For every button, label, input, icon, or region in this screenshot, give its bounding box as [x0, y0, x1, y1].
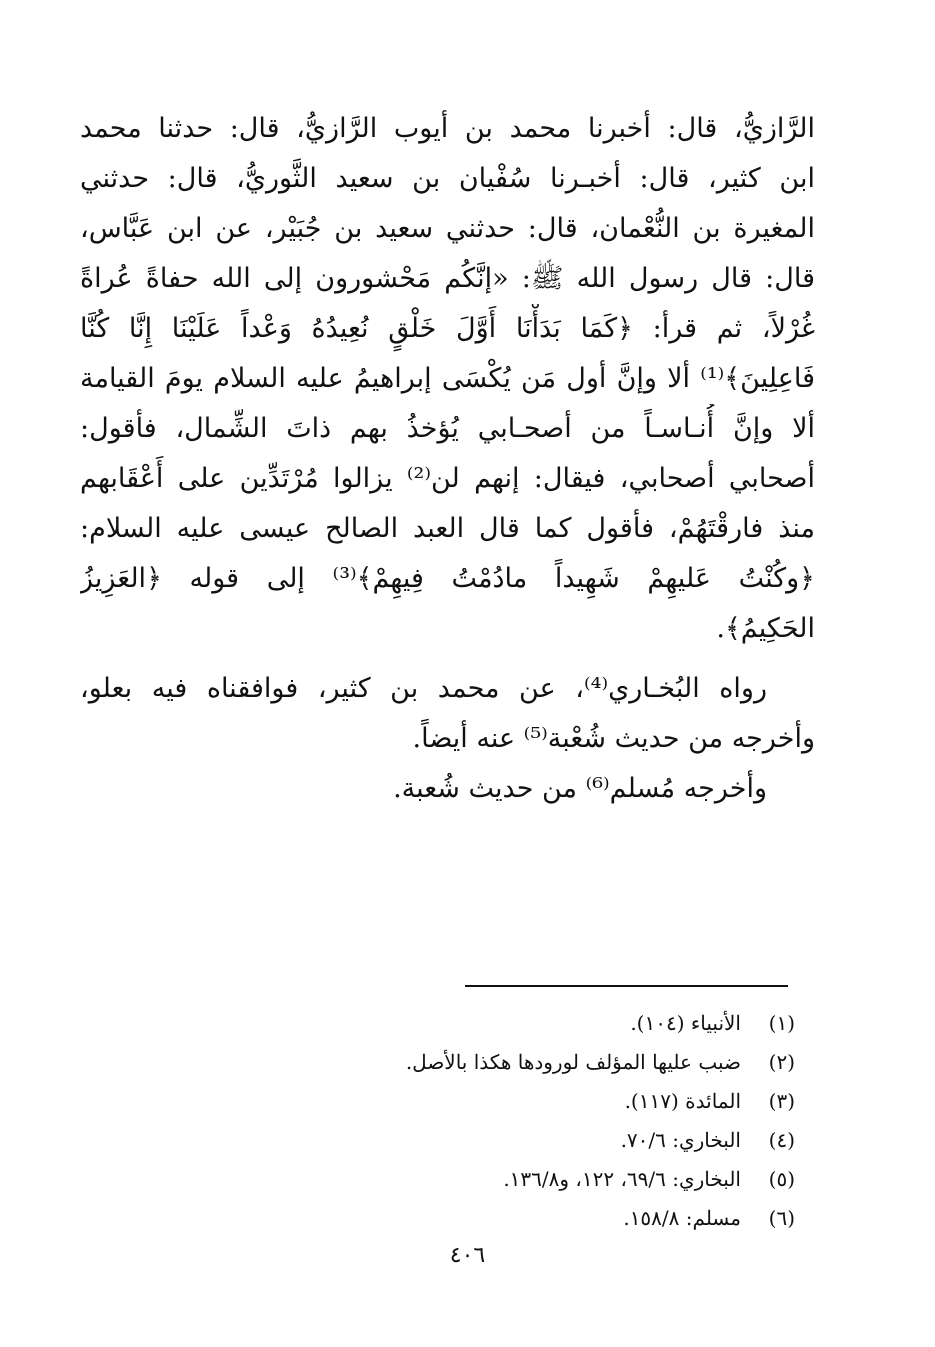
- footnotes: [200, 1004, 795, 1238]
- main-paragraph: [80, 104, 815, 654]
- footnote: [200, 1043, 795, 1082]
- footnote-number: (١): [768, 1011, 795, 1035]
- footnote-number: (٦): [768, 1206, 795, 1230]
- text-line: فَاعِلِينَ﴾⁽¹⁾ ألا وإنَّ أول مَن يُكْسَى إبراهيمُ عليه السلام يومَ القيامة: [80, 363, 815, 394]
- text-line: المغيرة بن النُّعْمان، قال: حدثني سعيد بن جُبَيْر، عن ابن عَبَّاس،: [80, 213, 815, 244]
- footnote-text: البخاري: ٧٠/٦.: [620, 1128, 741, 1152]
- footnote-number: (٤): [768, 1128, 795, 1152]
- text-line: أصحابي أصحابي، فيقال: إنهم لن⁽²⁾ يزالوا مُرْتَدِّين على أَعْقَابهم: [80, 463, 815, 494]
- text-line: رواه البُخـاري⁽⁴⁾، عن محمد بن كثير، فوافقناه فيه بعلو،: [80, 673, 767, 704]
- footnote-text: ضبب عليها المؤلف لورودها هكذا بالأصل.: [405, 1050, 741, 1074]
- second-paragraph: [80, 664, 815, 814]
- text-line: ﴿وكُنْتُ عَليهِمْ شَهِيداً مادُمْتُ فِيهِمْ﴾⁽³⁾ إلى قوله ﴿العَزِيزُ: [80, 563, 815, 594]
- page-number: ٤٠٦: [449, 1243, 486, 1268]
- text-line: الحَكِيمُ﴾.: [716, 613, 815, 644]
- footnote: [200, 1199, 795, 1238]
- text-line: وأخرجه مُسلم⁽⁶⁾ من حديث شُعبة.: [393, 773, 767, 804]
- footnote-number: (٢): [768, 1050, 795, 1074]
- footnote-text: البخاري: ٦٩/٦، ١٢٢، و١٣٦/٨.: [503, 1167, 741, 1191]
- footnote-separator: [465, 985, 788, 987]
- text-line: الرَّازيُّ، قال: أخبرنا محمد بن أيوب الرَّازيُّ، قال: حدثنا محمد: [80, 113, 815, 144]
- text-line: ابن كثير، قال: أخبـرنا سُفْيان بن سعيد الثَّوريُّ، قال: حدثني: [80, 163, 815, 194]
- footnote-number: (٣): [768, 1089, 795, 1113]
- footnote-text: مسلم: ١٥٨/٨.: [623, 1206, 741, 1230]
- footnote: [200, 1160, 795, 1199]
- footnote: [200, 1121, 795, 1160]
- footnote: [200, 1004, 795, 1043]
- footnote-text: المائدة (١١٧).: [624, 1089, 741, 1113]
- text-line: غُرْلاً، ثم قرأ: ﴿كَمَا بَدَأْنَا أَوَّلَ خَلْقٍ نُعِيدُهُ وَعْداً عَلَيْنَا إِنَّا كُنَّا: [80, 313, 815, 344]
- text-line: ألا وإنَّ أُنـاسـاً من أصحـابي يُؤخذُ بهم ذاتَ الشِّمال، فأقول:: [80, 413, 815, 444]
- footnote-text: الأنبياء (١٠٤).: [630, 1011, 741, 1035]
- text-line: قال: قال رسول الله ﷺ: «إنَّكُم مَحْشورون إلى الله حفاةً عُراةً: [80, 263, 815, 294]
- footnote-number: (٥): [768, 1167, 795, 1191]
- text-line: وأخرجه من حديث شُعْبة⁽⁵⁾ عنه أيضاً.: [412, 723, 815, 754]
- footnote: [200, 1082, 795, 1121]
- text-line: منذ فارقْتَهُمْ، فأقول كما قال العبد الصالح عيسى عليه السلام:: [80, 513, 815, 544]
